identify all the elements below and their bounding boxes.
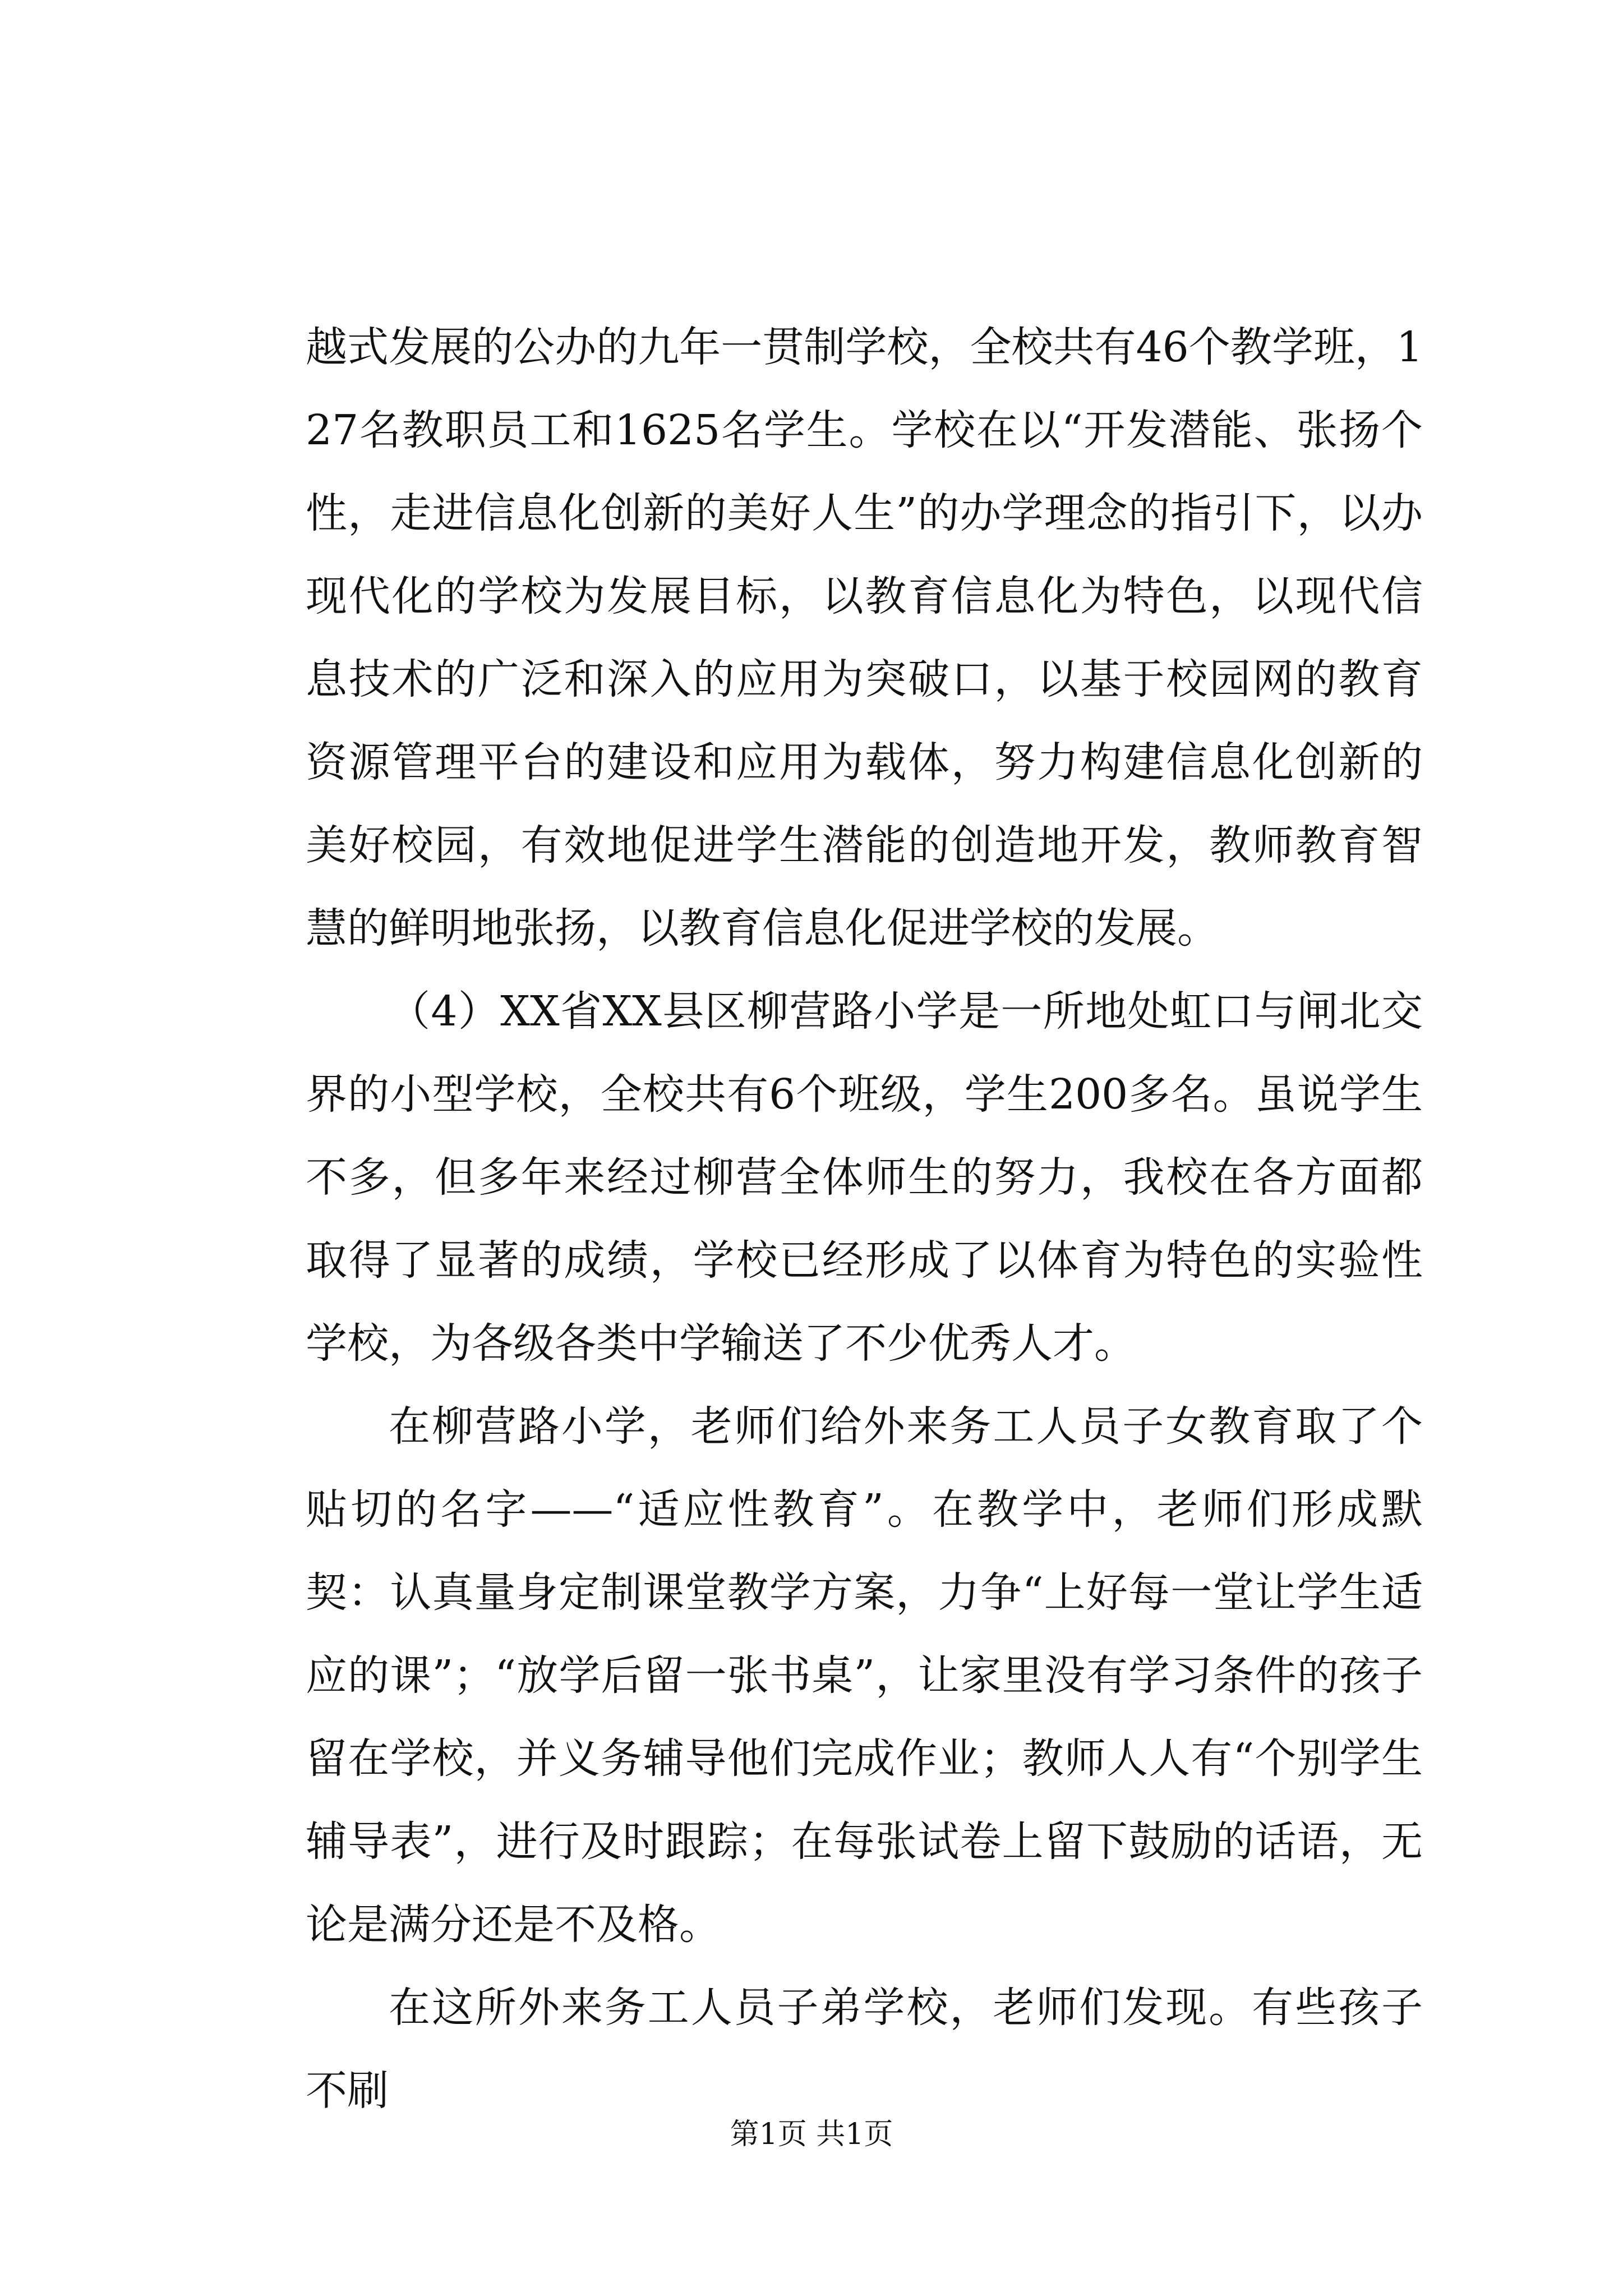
paragraph-3: 在柳营路小学，老师们给外来务工人员子女教育取了个贴切的名字——“适应性教育”。在教学中，老师们形成默契：认真量身定制课堂教学方案，力争“上好每一堂让学生适应的课”；“放学后留一张书桌”，让家里没有学习条件的孩子留在学校，并义务辅导他们完成作业；教师人人有“个别学生辅导表”，进行及时跟踪；在每张试卷上留下鼓励的话语，无论是满分还是不及格。 [306, 1402, 1423, 1949]
page-footer: 第1页 共1页 [730, 2118, 893, 2151]
paragraph-2: （4）XX省XX县区柳营路小学是一所地处虹口与闸北交界的小型学校，全校共有6个班级，学生200多名。虽说学生不多，但多年来经过柳营全体师生的努力，我校在各方面都取得了显著的成绩，学校已经形成了以体育为特色的实验性学校，为各级各类中学输送了不少优秀人才。 [306, 987, 1423, 1368]
paragraph-1: 越式发展的公办的九年一贯制学校，全校共有46个教学班，127名教职员工和1625名学生。学校在以“开发潜能、张扬个性，走进信息化创新的美好人生”的办学理念的指引下，以办现代化的学校为发展目标，以教育信息化为特色，以现代信息技术的广泛和深入的应用为突破口，以基于校园网的教育资源管理平台的建设和应用为载体，努力构建信息化创新的美好校园，有效地促进学生潜能的创造地开发，教师教育智慧的鲜明地张扬，以教育信息化促进学校的发展。 [306, 323, 1423, 953]
document-body [306, 306, 1423, 2132]
paragraph-4: 在这所外来务工人员子弟学校，老师们发现。有些孩子不刷 [306, 1984, 1423, 2115]
